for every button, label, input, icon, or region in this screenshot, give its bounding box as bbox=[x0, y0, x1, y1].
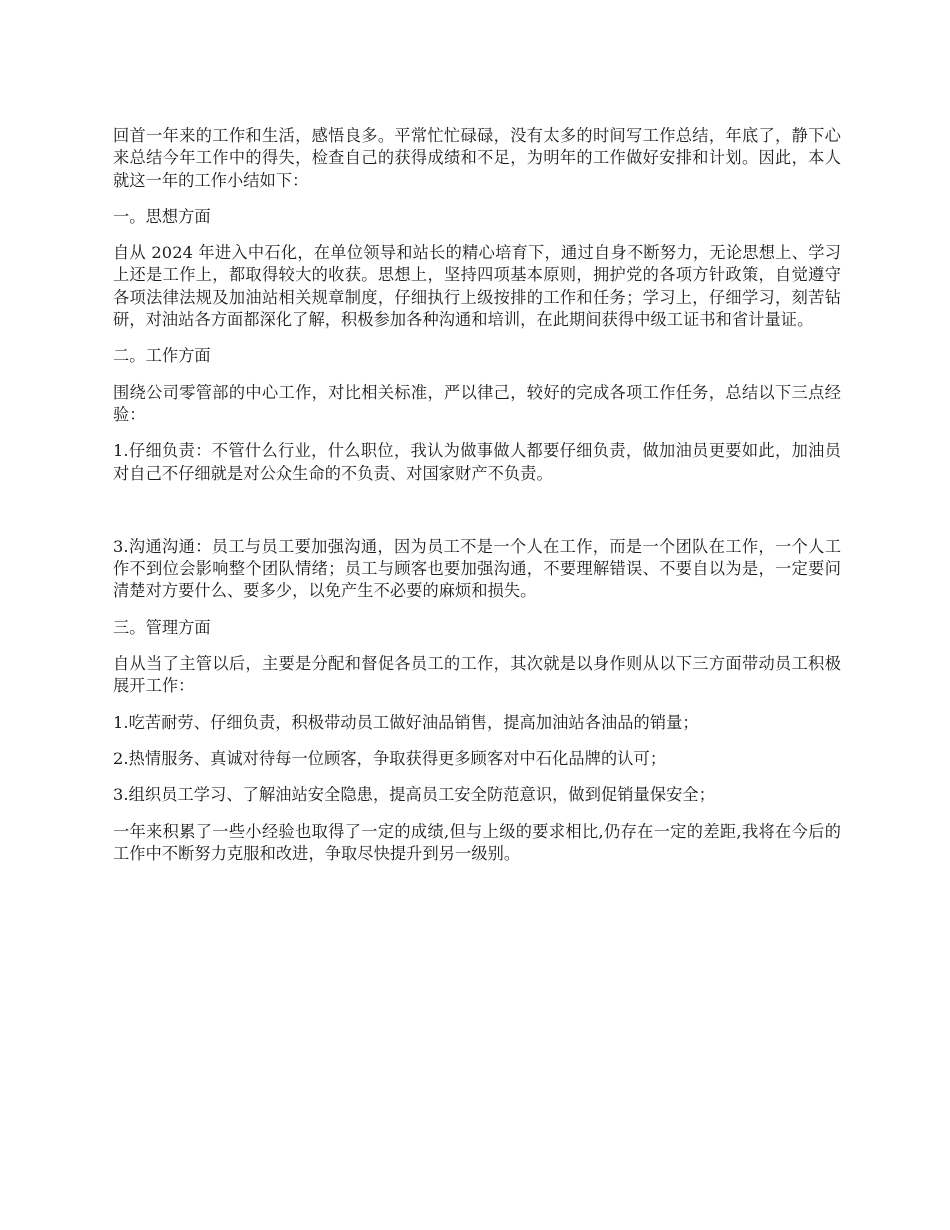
section-body-thought: 自从 2024 年进入中石化，在单位领导和站长的精心培育下，通过自身不断努力，无论思想上、学习上还是工作上，都取得较大的收获。思想上，坚持四项基本原则，拥护党的各项方针政策，自觉遵守各项法律法规及加油站相关规章制度，仔细执行上级按排的工作和任务；学习上，仔细学习，刻苦钻研，对油站各方面都深化了解，积极参加各种沟通和培训，在此期间获得中级工证书和省计量证。 bbox=[113, 243, 841, 330]
section-heading-thought: 一。思想方面 bbox=[113, 206, 211, 226]
work-point-1: 1.仔细负责：不管什么行业，什么职位，我认为做事做人都要仔细负责，做加油员更要如此，加油员对自己不仔细就是对公众生命的不负责、对国家财产不负责。 bbox=[113, 441, 841, 483]
section-body-work: 围绕公司零管部的中心工作，对比相关标准，严以律己，较好的完成各项工作任务，总结以下三点经验： bbox=[113, 382, 841, 424]
document-body bbox=[113, 125, 841, 879]
management-point-2: 2.热情服务、真诚对待每一位顾客，争取获得更多顾客对中石化品牌的认可； bbox=[113, 748, 667, 768]
closing-paragraph: 一年来积累了一些小经验也取得了一定的成绩,但与上级的要求相比,仍存在一定的差距,我将在今后的工作中不断努力克服和改进，争取尽快提升到另一级别。 bbox=[113, 821, 841, 863]
intro-paragraph: 回首一年来的工作和生活，感悟良多。平常忙忙碌碌，没有太多的时间写工作总结，年底了，静下心来总结今年工作中的得失，检查自己的获得成绩和不足，为明年的工作做好安排和计划。因此，本人就这一年的工作小结如下： bbox=[113, 126, 841, 190]
blank-gap bbox=[113, 499, 841, 536]
management-point-1: 1.吃苦耐劳、仔细负责，积极带动员工做好油品销售，提高加油站各油品的销量； bbox=[113, 712, 699, 732]
section-heading-work: 二。工作方面 bbox=[113, 346, 211, 366]
section-heading-management: 三。管理方面 bbox=[113, 617, 211, 637]
work-point-3: 3.沟通沟通：员工与员工要加强沟通，因为员工不是一个人在工作，而是一个团队在工作，一个人工作不到位会影响整个团队情绪；员工与顾客也要加强沟通，不要理解错误、不要自以为是，一定要问清楚对方要什么、要多少，以免产生不必要的麻烦和损失。 bbox=[113, 536, 841, 601]
management-point-3: 3.组织员工学习、了解油站安全隐患，提高员工安全防范意识，做到促销量保安全； bbox=[113, 785, 715, 805]
section-body-management: 自从当了主管以后，主要是分配和督促各员工的工作，其次就是以身作则从以下三方面带动员工积极展开工作： bbox=[113, 654, 841, 696]
